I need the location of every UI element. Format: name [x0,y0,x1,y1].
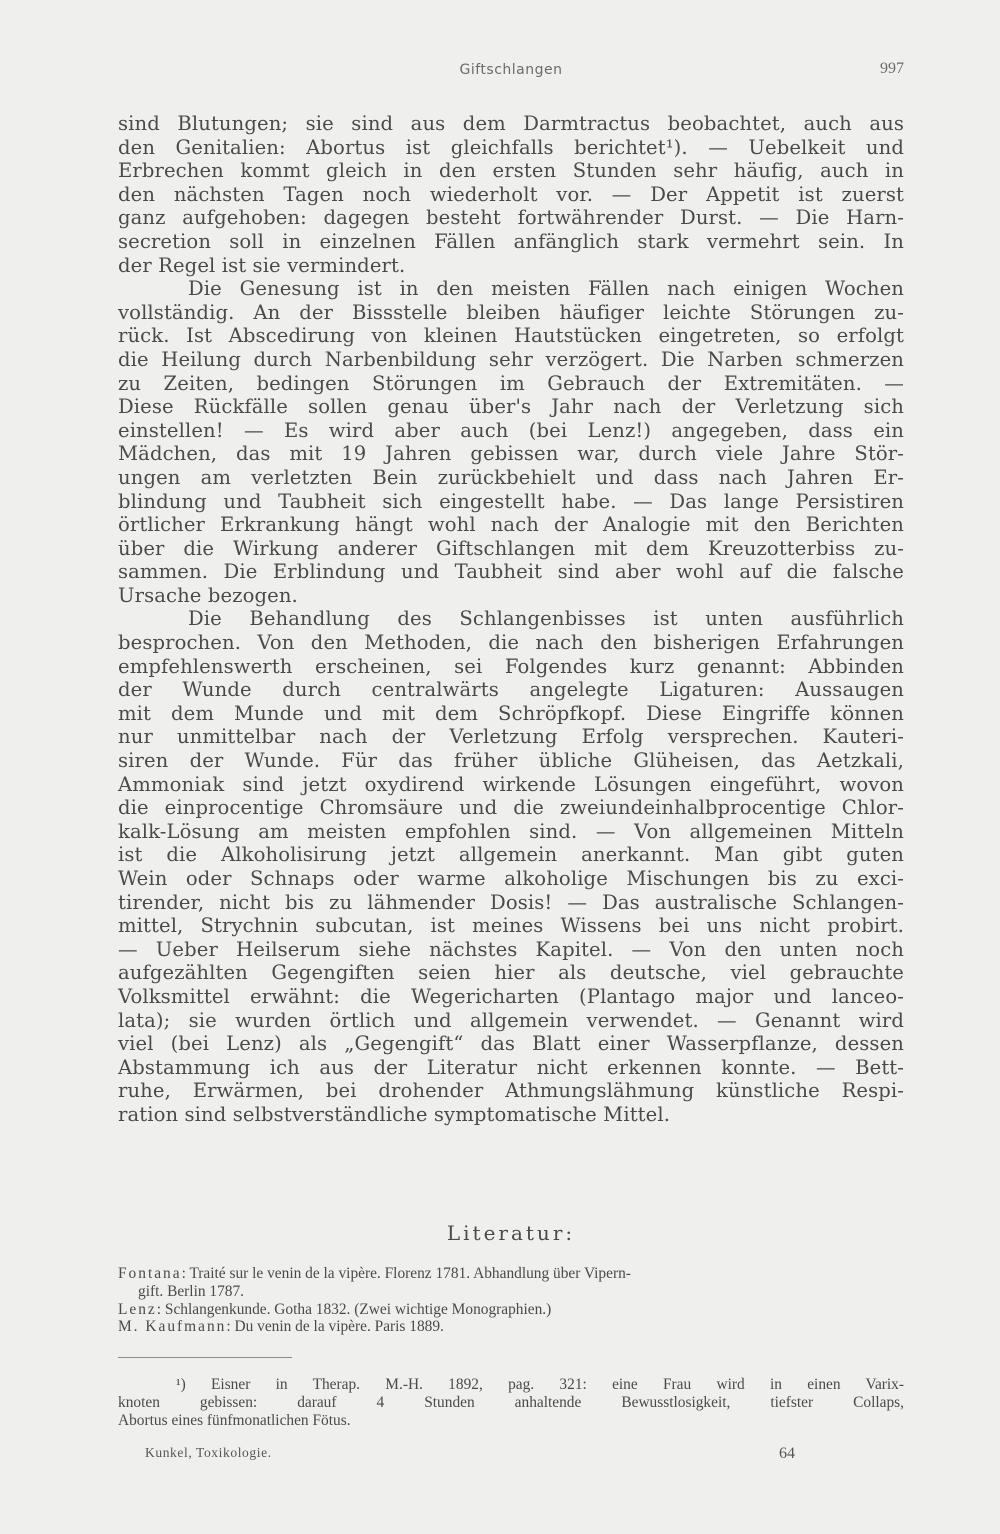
text-line: über die Wirkung anderer Giftschlangen mit dem Kreuzotterbiss zu- [118,536,904,560]
text-line: Die Behandlung des Schlangenbisses ist unten ausführlich [188,607,904,631]
literature-list [118,1265,904,1336]
text-line: ruhe, Erwärmen, bei drohender Athmungslähmung künstliche Respi- [118,1079,904,1103]
text-line: sind Blutungen; sie sind aus dem Darmtractus beobachtet, auch aus [118,112,904,135]
literature-author: Lenz [118,1300,157,1318]
literature-text: gift. Berlin 1787. [138,1282,245,1300]
text-line: besprochen. Von den Methoden, die nach den bisherigen Erfahrungen [118,631,904,655]
literature-author: M. Kaufmann [118,1318,227,1336]
text-line: sammen. Die Erblindung und Taubheit sind aber wohl auf die falsche [118,560,904,584]
literature-entry [118,1318,904,1336]
signature-mark: Kunkel, Toxikologie. [145,1445,272,1460]
text-line: zu Zeiten, bedingen Störungen im Gebrauch der Extremitäten. — [118,371,904,395]
text-line: ganz aufgehoben: dagegen besteht fortwährender Durst. — Die Harn- [118,206,904,230]
text-line: der Regel ist sie vermindert. [118,253,406,277]
literature-text: : Du venin de la vipère. Paris 1889. [226,1318,444,1336]
literature-author: Fontana [118,1265,182,1282]
text-line: Wein oder Schnaps oder warme alkoholige Mischungen bis zu exci- [118,867,904,890]
literature-entry [118,1301,904,1319]
text-line: den nächsten Tagen noch wiederholt vor. — Der Appetit ist zuerst [118,182,904,206]
text-line: viel (bei Lenz) als „Gegengift“ das Blatt einer Wasserpflanze, dessen [118,1032,904,1056]
text-line: Diese Rückfälle sollen genau über's Jahr nach der Verletzung sich [118,395,904,419]
literature-text: : Traité sur le venin de la vipère. Florenz 1781. Abhandlung über Vipern- [181,1265,631,1282]
literature-heading: Literatur: [446,1221,576,1245]
footnote-separator [118,1357,292,1358]
literature-entry [118,1265,904,1283]
text-line: tirender, nicht bis zu lähmender Dosis! — Das australische Schlangen- [118,890,904,914]
footnote-line: Abortus eines fünfmonatlichen Fötus. [118,1412,351,1429]
text-line: der Wunde durch centralwärts angelegte Ligaturen: Aussaugen [118,678,904,702]
text-line: — Ueber Heilserum siehe nächstes Kapitel. — Von den unten noch [118,937,904,961]
text-line: nur unmittelbar nach der Verletzung Erfolg versprechen. Kauteri- [118,725,904,749]
text-line: siren der Wunde. Für das früher übliche Glüheisen, das Aetzkali, [118,749,904,773]
text-line: Volksmittel erwähnt: die Wegericharten (Plantago major und lanceo- [118,984,904,1008]
footnote [118,1376,904,1430]
page-footer [145,1445,795,1465]
body-text [118,112,904,1127]
signature-number: 64 [779,1445,795,1462]
text-line: einstellen! — Es wird aber auch (bei Lenz!) angegeben, dass ein [118,418,904,442]
text-line: mit dem Munde und mit dem Schröpfkopf. Diese Eingriffe können [118,701,904,725]
footnote-line: ¹) Eisner in Therap. M.-H. 1892, pag. 321: eine Frau wird in einen Varix- [176,1376,904,1393]
text-line: Abstammung ich aus der Literatur nicht erkennen konnte. — Bett- [118,1055,904,1079]
text-line: Die Genesung ist in den meisten Fällen nach einigen Wochen [188,277,904,301]
text-line: örtlicher Erkrankung hängt wohl nach der Analogie mit den Berichten [118,513,904,537]
text-line: ungen am verletzten Bein zurückbehielt und dass nach Jahren Er- [118,465,904,489]
text-line: ration sind selbstverständliche symptomatische Mittel. [118,1102,671,1126]
text-line: Mädchen, das mit 19 Jahren gebissen war, durch viele Jahre Stör- [118,442,904,466]
text-line: aufgezählten Gegengiften seien hier als deutsche, viel gebrauchte [118,961,904,985]
text-line: empfehlenswerth erscheinen, sei Folgendes kurz genannt: Abbinden [118,654,904,678]
text-line: blindung und Taubheit sich eingestellt habe. — Das lange Persistiren [118,489,904,513]
text-line: Erbrechen kommt gleich in den ersten Stunden sehr häufig, auch in [118,159,904,183]
page-number: 997 [880,60,904,77]
text-line: Ursache bezogen. [118,583,298,607]
page-header [118,62,904,86]
text-line: die einprocentige Chromsäure und die zweiundeinhalbprocentige Chlor- [118,796,904,820]
literature-text: : Schlangenkunde. Gotha 1832. (Zwei wichtige Monographien.) [156,1300,552,1318]
text-line: secretion soll in einzelnen Fällen anfänglich stark vermehrt sein. In [118,229,904,253]
text-line: ist die Alkoholisirung jetzt allgemein anerkannt. Man gibt guten [118,843,904,867]
footnote-line: knoten gebissen: darauf 4 Stunden anhaltende Bewusstlosigkeit, tiefster Collaps, [118,1394,904,1411]
running-title: Giftschlangen [459,62,563,78]
text-line: vollständig. An der Bissstelle bleiben häufiger leichte Störungen zu- [118,300,904,324]
literature-entry [118,1283,904,1301]
text-line: lata); sie wurden örtlich und allgemein verwendet. — Genannt wird [118,1008,904,1032]
text-line: mittel, Strychnin subcutan, ist meines Wissens bei uns nicht probirt. [118,914,904,938]
text-line: Ammoniak sind jetzt oxydirend wirkende Lösungen eingeführt, wovon [118,772,904,796]
text-line: den Genitalien: Abortus ist gleichfalls berichtet¹). — Uebelkeit und [118,135,904,159]
text-line: rück. Ist Abscedirung von kleinen Hautstücken eingetreten, so erfolgt [118,324,904,348]
text-line: die Heilung durch Narbenbildung sehr verzögert. Die Narben schmerzen [118,347,904,371]
text-line: kalk-Lösung am meisten empfohlen sind. — Von allgemeinen Mitteln [118,819,904,843]
